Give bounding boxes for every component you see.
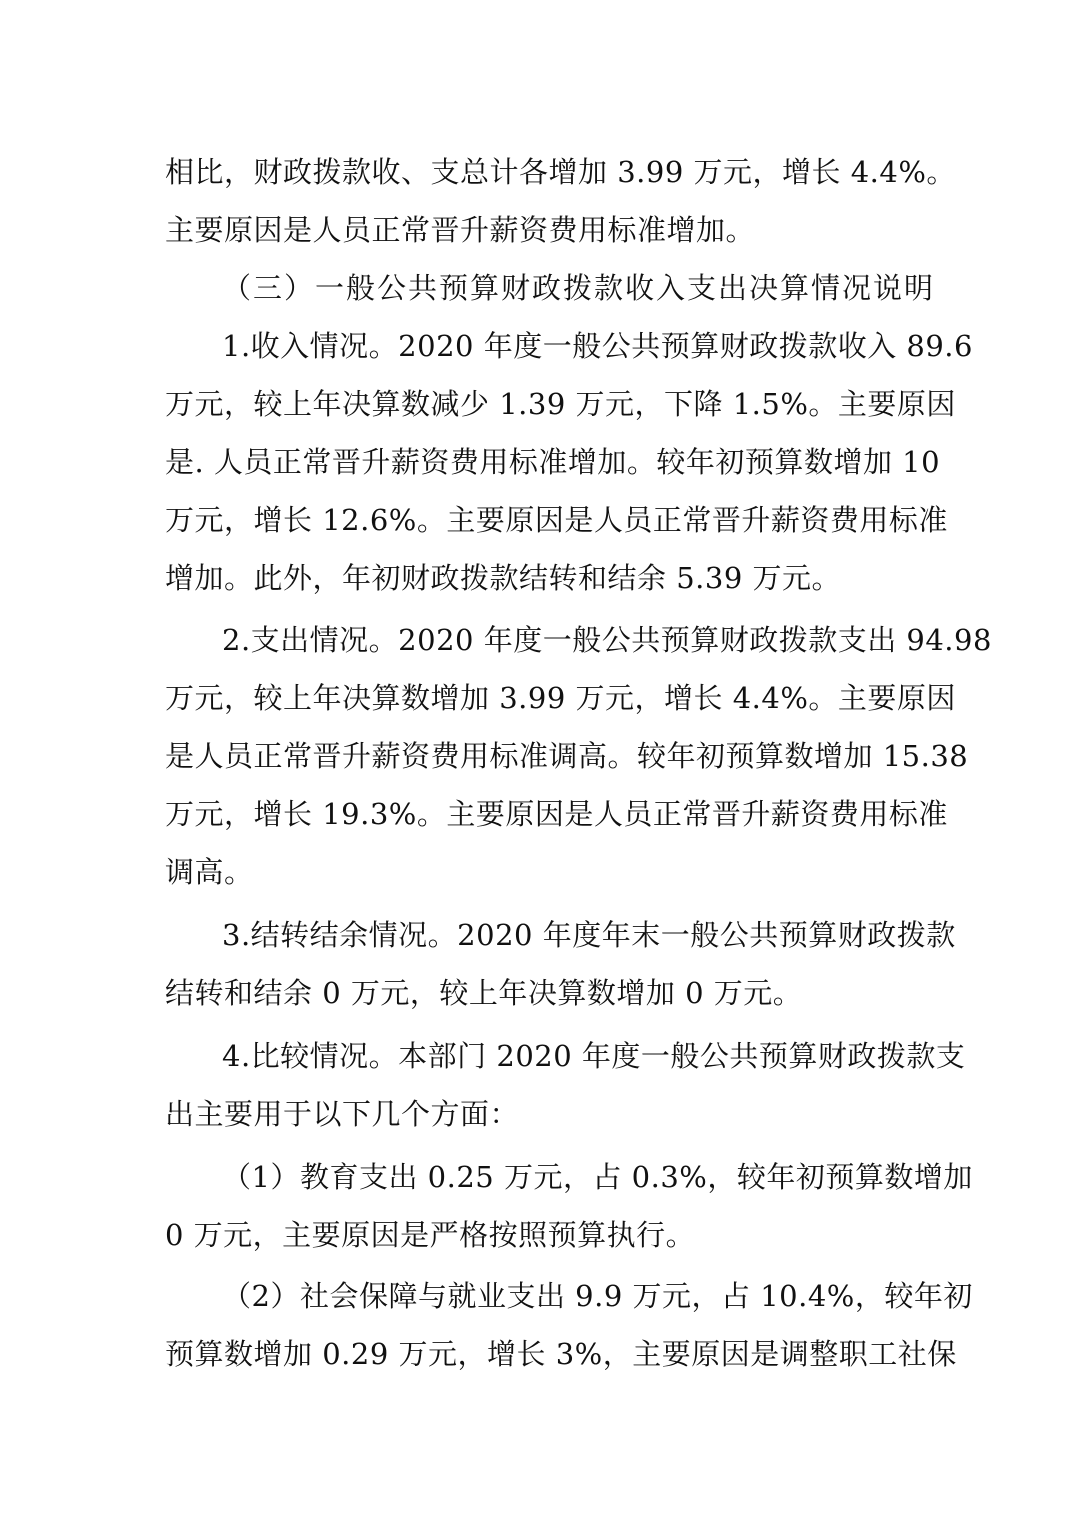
- paragraph-line: （1）教育支出 0.25 万元，占 0.3%，较年初预算数增加: [222, 1160, 973, 1194]
- paragraph-line: （2）社会保障与就业支出 9.9 万元，占 10.4%，较年初: [222, 1279, 973, 1313]
- paragraph-line: 相比，财政拨款收、支总计各增加 3.99 万元，增长 4.4%。: [165, 155, 956, 189]
- paragraph-line: 万元，较上年决算数增加 3.99 万元，增长 4.4%。主要原因: [165, 681, 956, 715]
- paragraph-line: 结转和结余 0 万元，较上年决算数增加 0 万元。: [165, 976, 803, 1010]
- paragraph-line: 出主要用于以下几个方面：: [165, 1097, 520, 1131]
- paragraph-line: 万元，增长 19.3%。主要原因是人员正常晋升薪资费用标准: [165, 797, 948, 831]
- paragraph-line: 增加。此外，年初财政拨款结转和结余 5.39 万元。: [165, 561, 842, 595]
- paragraph-line: 万元，较上年决算数减少 1.39 万元，下降 1.5%。主要原因: [165, 387, 956, 421]
- paragraph-line: 调高。: [165, 855, 254, 889]
- section-heading: （三）一般公共预算财政拨款收入支出决算情况说明: [222, 271, 936, 305]
- paragraph-line: 3.结转结余情况。2020 年度年末一般公共预算财政拨款: [222, 918, 956, 952]
- paragraph-line: 预算数增加 0.29 万元，增长 3%，主要原因是调整职工社保: [165, 1337, 957, 1371]
- paragraph-line: 主要原因是人员正常晋升薪资费用标准增加。: [165, 213, 756, 247]
- paragraph-line: 2.支出情况。2020 年度一般公共预算财政拨款支出 94.98: [222, 623, 992, 657]
- paragraph-line: 1.收入情况。2020 年度一般公共预算财政拨款收入 89.6: [222, 329, 973, 363]
- paragraph-line: 4.比较情况。本部门 2020 年度一般公共预算财政拨款支: [222, 1039, 966, 1073]
- paragraph-line: 是人员正常晋升薪资费用标准调高。较年初预算数增加 15.38: [165, 739, 969, 773]
- paragraph-line: 是. 人员正常晋升薪资费用标准增加。较年初预算数增加 10: [165, 445, 941, 479]
- paragraph-line: 万元，增长 12.6%。主要原因是人员正常晋升薪资费用标准: [165, 503, 948, 537]
- paragraph-line: 0 万元，主要原因是严格按照预算执行。: [165, 1218, 696, 1252]
